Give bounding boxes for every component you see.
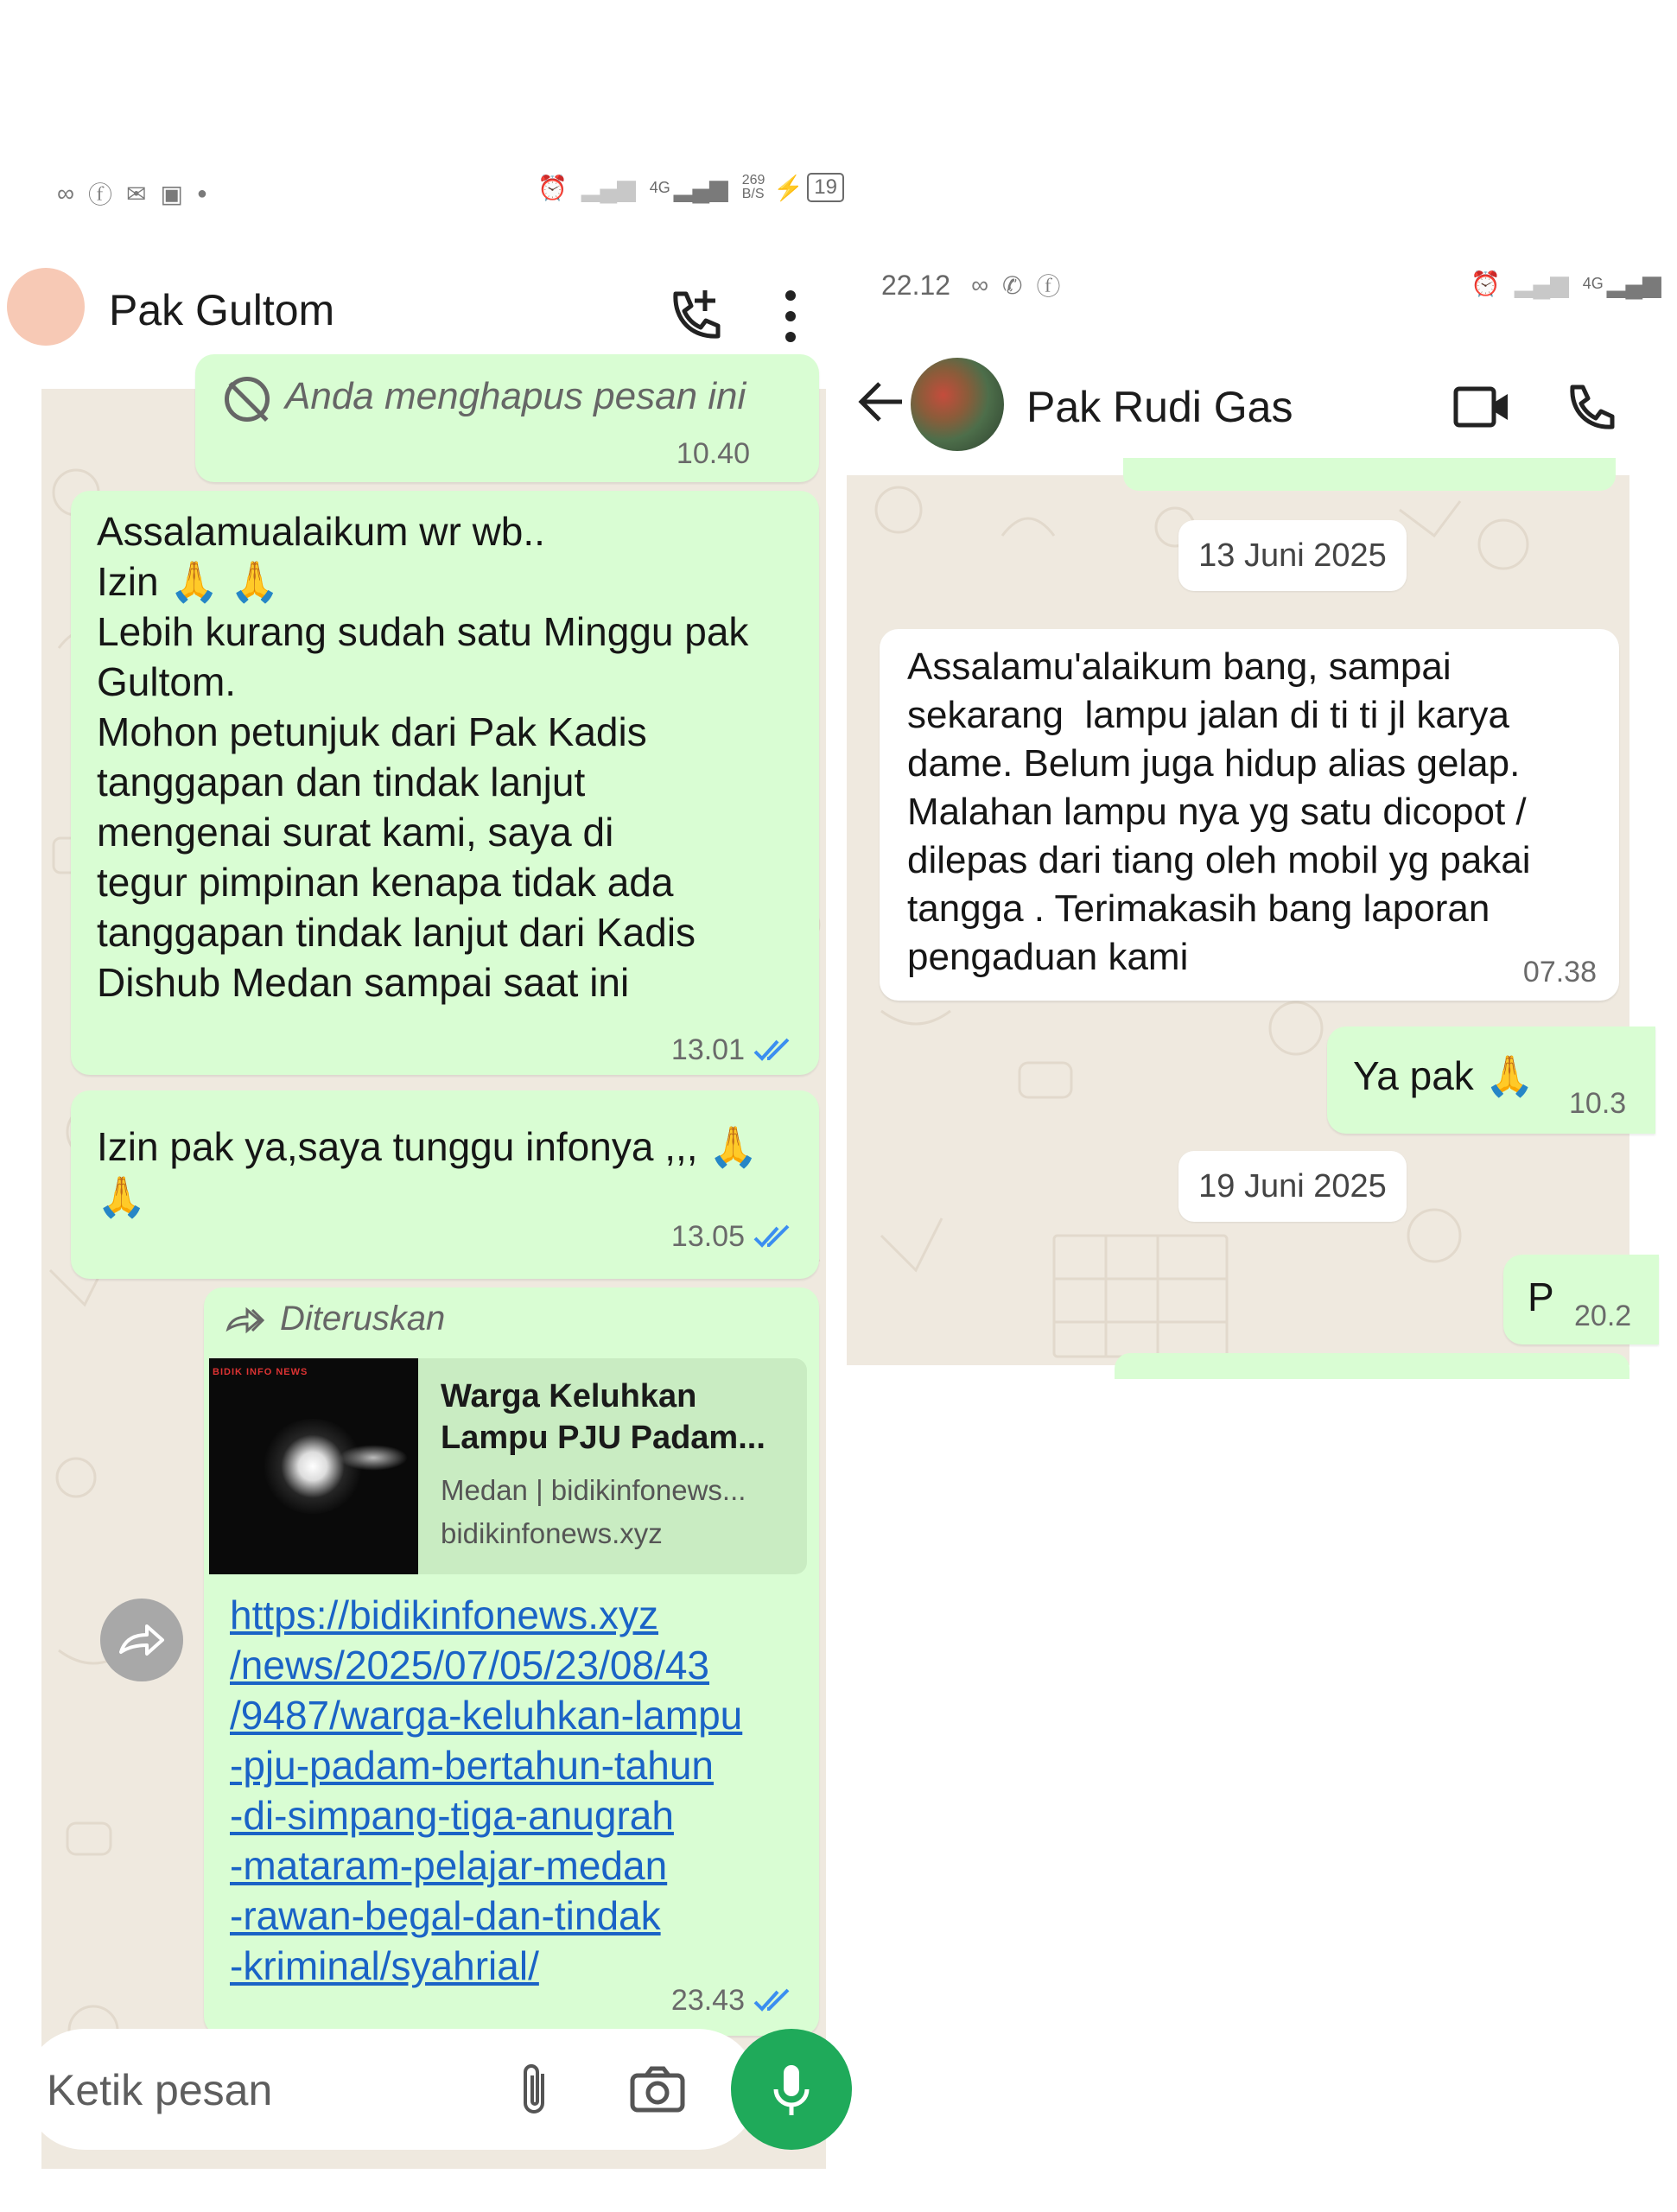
status-bar-right xyxy=(537,173,844,202)
call-add-icon[interactable] xyxy=(664,285,724,346)
previous-message-bubble xyxy=(1123,458,1616,491)
status-bar-left xyxy=(57,176,221,211)
incoming-message-bubble[interactable] xyxy=(880,629,1619,1001)
status-time: 22.12 xyxy=(881,269,951,301)
dot-icon: ● xyxy=(196,183,208,203)
chat-title[interactable]: Pak Rudi Gas xyxy=(1026,383,1293,431)
forwarded-icon xyxy=(226,1306,266,1332)
chat-title[interactable]: Pak Gultom xyxy=(109,286,335,334)
microphone-icon xyxy=(772,2063,810,2119)
battery-icon xyxy=(807,173,844,202)
message-meta xyxy=(671,1984,795,2018)
message-time: 07.38 xyxy=(1522,956,1597,988)
right-chat-screen xyxy=(847,242,1661,1365)
deleted-message-bubble[interactable] xyxy=(195,354,819,482)
more-options-icon[interactable] xyxy=(785,290,797,342)
message-bubble[interactable] xyxy=(71,491,819,1075)
next-message-bubble xyxy=(1115,1353,1629,1379)
facebook-icon: ⓕ xyxy=(87,181,112,208)
alarm-icon: ⏰ xyxy=(1471,270,1501,297)
message-time: 10.40 xyxy=(676,437,750,470)
voice-call-icon[interactable] xyxy=(1564,382,1616,434)
envelope-icon: ✉ xyxy=(125,180,147,207)
forwarded-link-bubble[interactable] xyxy=(204,1287,819,2036)
infinity-icon: ∞ xyxy=(971,271,989,298)
deleted-message-text: Anda menghapus pesan ini xyxy=(285,375,746,417)
status-bar-left xyxy=(881,268,1075,302)
attach-icon[interactable] xyxy=(517,2062,551,2119)
battery-level: 19 xyxy=(814,175,837,199)
signal-icon: ▂▄▆ xyxy=(1514,270,1569,297)
charging-icon: ⚡ xyxy=(773,174,804,201)
forward-button[interactable] xyxy=(100,1599,183,1681)
date-divider: 13 Juni 2025 xyxy=(1178,520,1407,591)
forward-icon xyxy=(118,1623,166,1657)
message-time: 13.01 xyxy=(670,1033,745,1066)
forwarded-label: Diteruskan xyxy=(280,1300,446,1338)
outgoing-message-bubble[interactable] xyxy=(1327,1027,1655,1134)
net-speed xyxy=(742,174,765,201)
message-time: 13.05 xyxy=(670,1220,745,1253)
left-chat-screen xyxy=(41,0,837,2169)
message-text: Assalamu'alaikum bang, sampai sekarang lampu jalan di ti ti jl karya dame. Belum juga hidup alias gelap. Malahan lampu nya yg satu dicopot / dilepas dari tiang oleh mobil yg pakai tangga . Terimakasih bang laporan pengaduan kami xyxy=(907,645,1531,978)
signal-strong-icon: ▂▄▆ xyxy=(1606,270,1661,297)
double-check-icon xyxy=(752,1038,795,1064)
network-type: 4G xyxy=(1582,275,1604,292)
whatsapp-icon: ✆ xyxy=(1002,271,1023,299)
message-bubble[interactable] xyxy=(71,1090,819,1279)
thumbnail-watermark: BIDIK INFO NEWS xyxy=(213,1367,308,1377)
message-text: Izin pak ya,saya tunggu infonya ,,, 🙏 🙏 xyxy=(97,1124,759,1219)
status-bar-right xyxy=(1471,270,1675,298)
avatar[interactable] xyxy=(7,268,85,346)
message-input-placeholder: Ketik pesan xyxy=(47,2066,273,2114)
message-input[interactable] xyxy=(24,2029,759,2150)
message-link[interactable]: https://bidikinfonews.xyz /news/2025/07/05/23/08/43 /9487/warga-keluhkan-lampu -pju-padam-bertahun-tahun -di-simpang-tiga-anugrah -mataram-pelajar-medan -rawan-begal-dan-tindak -kriminal/syahrial/ xyxy=(230,1592,743,1988)
gallery-icon: ▣ xyxy=(160,180,183,207)
facebook-icon: ⓕ xyxy=(1036,273,1061,300)
message-text: P xyxy=(1528,1274,1554,1319)
message-text: Ya pak 🙏 xyxy=(1353,1053,1534,1098)
forwarded-label-row xyxy=(226,1300,445,1338)
link-preview-domain: bidikinfonews.xyz xyxy=(441,1517,663,1549)
link-preview-thumbnail xyxy=(209,1358,418,1574)
voice-message-button[interactable] xyxy=(731,2029,852,2150)
signal-strong-icon: ▂▄▆ xyxy=(673,174,728,201)
message-time: 20.2 xyxy=(1574,1300,1632,1332)
link-preview-description: Medan | bidikinfonews... xyxy=(441,1474,746,1506)
signal-icon: ▂▄▆ xyxy=(581,174,636,201)
alarm-icon: ⏰ xyxy=(537,174,568,201)
block-icon xyxy=(225,377,270,422)
camera-icon[interactable] xyxy=(629,2065,686,2113)
double-check-icon xyxy=(752,1224,795,1250)
message-time: 23.43 xyxy=(670,1984,745,2017)
link-preview-card[interactable] xyxy=(209,1358,807,1574)
avatar[interactable] xyxy=(911,358,1004,451)
message-meta xyxy=(671,1220,795,1254)
net-speed-unit: B/S xyxy=(741,187,765,201)
net-speed-value: 269 xyxy=(741,173,765,188)
message-text: Assalamualaikum wr wb.. Izin 🙏 🙏 Lebih kurang sudah satu Minggu pak Gultom. Mohon petunjuk dari Pak Kadis tanggapan dan tindak lanjut mengenai surat kami, saya di tegur pimpinan kenapa tidak ada tanggapan tindak lanjut dari Kadis Dishub Medan sampai saat ini xyxy=(97,509,749,1005)
video-call-icon[interactable] xyxy=(1453,385,1510,429)
infinity-icon: ∞ xyxy=(57,180,74,207)
message-composer xyxy=(41,2029,826,2169)
network-type: 4G xyxy=(649,178,670,196)
outgoing-message-bubble[interactable] xyxy=(1503,1255,1659,1344)
date-divider: 19 Juni 2025 xyxy=(1178,1151,1407,1222)
message-time: 10.3 xyxy=(1569,1087,1627,1120)
message-meta xyxy=(671,1033,795,1067)
back-arrow-icon[interactable] xyxy=(857,380,905,423)
double-check-icon xyxy=(752,1988,795,2014)
link-preview-title: Warga Keluhkan Lampu PJU Padam... xyxy=(441,1378,765,1456)
